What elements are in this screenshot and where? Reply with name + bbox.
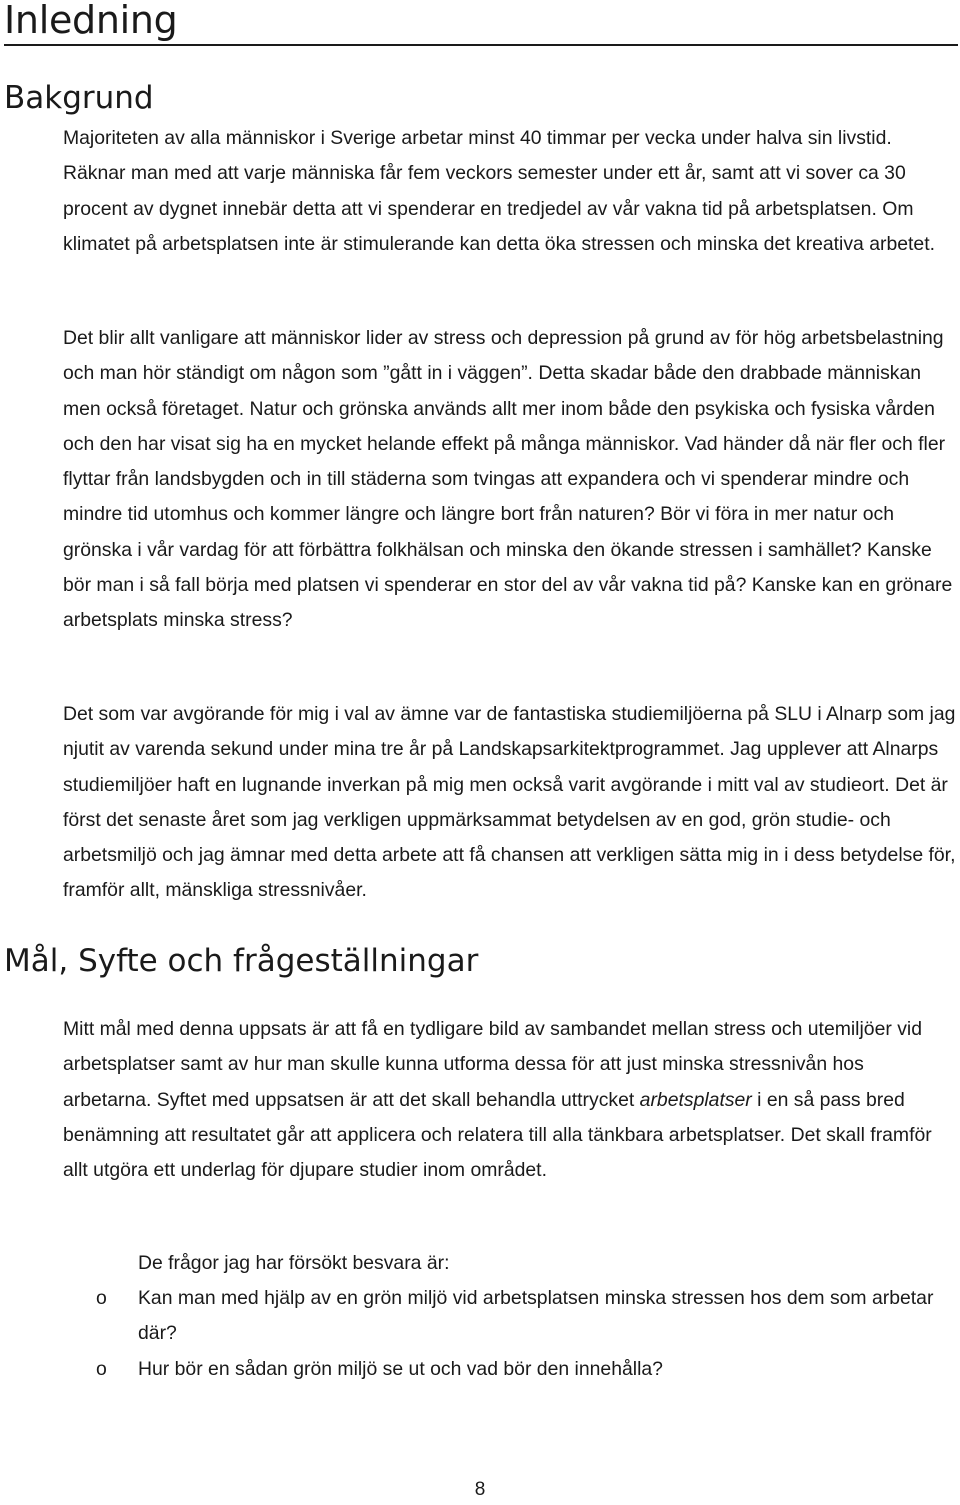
paragraph-bakgrund-1-part-a: Majoriteten av alla människor i Sverige arbetar minst 40 timmar per vecka under halva sin livstid. Räknar man med att varje människa får fem veckors semester under ett år, samt att vi sover ca 30 procent av dygnet innebär detta att vi spenderar en tredjedel av vår vakna tid på arbetsplatsen. xyxy=(63,127,906,220)
section-heading-bakgrund: Bakgrund xyxy=(4,80,154,116)
paragraph-bakgrund-1-part-b: Om klimatet på arbetsplatsen inte är stimulerande kan detta öka stressen och minska det kreativa arbetet. xyxy=(63,197,935,255)
paragraph-bakgrund-3: Det som var avgörande för mig i val av ämne var de fantastiska studiemiljöerna på SLU i Alnarp som jag njutit av varenda sekund under mina tre år på Landskapsarkitektprogrammet. Jag upplever att Alnarps studiemiljöer haft en lugnande inverkan på mig men också varit avgörande i mitt val av studieort. Det är först det senaste året som jag verkligen uppmärksammat betydelsen av en god, grön studie- och arbetsmiljö och jag ämnar med detta arbete att få chansen att verkligen sätta mig in i dess betydelse för, framför allt, mänskliga stressnivåer. xyxy=(63,703,956,902)
paragraph-mal-1 xyxy=(63,1012,956,1188)
questions-list xyxy=(0,1281,960,1387)
list-item xyxy=(0,1352,958,1387)
list-item xyxy=(0,1281,958,1352)
question-text: Hur bör en sådan grön miljö se ut och vad bör den innehålla? xyxy=(138,1357,663,1380)
question-text: Kan man med hjälp av en grön miljö vid arbetsplatsen minska stressen hos dem som arbetar där? xyxy=(138,1287,934,1345)
page-number: 8 xyxy=(474,1479,486,1500)
chapter-title-rule xyxy=(4,44,958,46)
chapter-title: Inledning xyxy=(4,0,178,42)
questions-intro: De frågor jag har försökt besvara är: xyxy=(138,1252,450,1274)
bullet-circle-icon: o xyxy=(96,1287,107,1309)
section-heading-mal-syfte: Mål, Syfte och frågeställningar xyxy=(4,943,479,979)
bullet-circle-icon: o xyxy=(96,1357,107,1380)
paragraph-mal-1-emphasis: arbetsplatser xyxy=(639,1088,752,1111)
paragraph-bakgrund-2: Det blir allt vanligare att människor lider av stress och depression på grund av för hög arbetsbelastning och man hör ständigt om någon som ”gått in i väggen”. Detta skadar både den drabbade människan men också företaget. Natur och grönska används allt mer inom både den psykiska och fysiska vården och den har visat sig ha en mycket helande effekt på många människor. Vad händer då när fler och fler flyttar från landsbygden och in till städerna som tvingas att expandera och vi spenderar mindre och mindre tid utomhus och kommer längre och längre bort från naturen? Bör vi föra in mer natur och grönska i vår vardag för att förbättra folkhälsan och minska den ökande stressen i samhället? Kanske bör man i så fall börja med platsen vi spenderar en stor del av vår vakna tid på? Kanske kan en grönare arbetsplats minska stress? xyxy=(63,327,953,632)
paragraph-bakgrund-1 xyxy=(63,121,956,262)
paragraph-mal-1-part-b: i en så pass bred benämning att resultatet går att applicera och relatera till alla tänkbara arbetsplatser. Det skall framför allt utgöra ett underlag för djupare studier inom området. xyxy=(63,1088,932,1182)
paragraph-mal-1-part-a: Mitt mål med denna uppsats är att få en tydligare bild av sambandet mellan stress och utemiljöer vid arbetsplatser samt av hur man skulle kunna utforma dessa för att just minska stressnivån hos arbetarna. Syftet med uppsatsen är att det skall behandla uttrycket xyxy=(63,1018,923,1111)
